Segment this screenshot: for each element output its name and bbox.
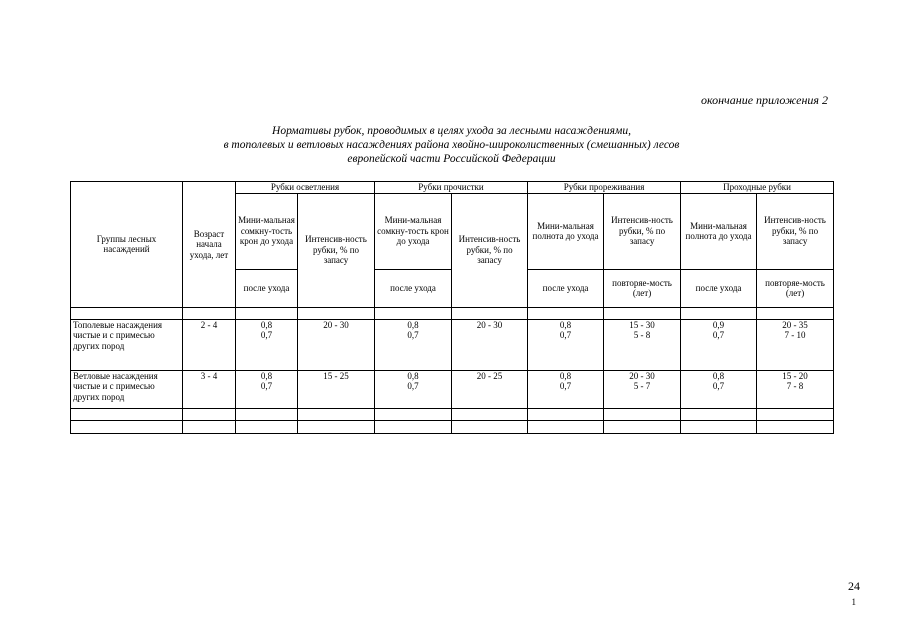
group-header: Группы лесных насаждений xyxy=(71,182,183,308)
repeat-header: повторяе-мость (лет) xyxy=(757,269,834,307)
title-line: в тополевых и ветловых насаждениях района хвойно-широколиственных (смешанных) лесов xyxy=(223,139,680,151)
after-care-header: после ухода xyxy=(681,269,757,307)
table-row xyxy=(71,370,834,408)
min-density-header: Мини-мальная полнота до ухода xyxy=(681,193,757,269)
intensity-cell: 15 - 25 xyxy=(298,370,375,408)
norms-table xyxy=(70,181,834,434)
empty-row xyxy=(71,420,834,433)
density-cell: 0,8 0,7 xyxy=(681,370,757,408)
min-density-header: Мини-мальная полнота до ухода xyxy=(528,193,604,269)
cut-type-header: Рубки прочистки xyxy=(375,182,528,194)
min-closure-header: Мини-мальная сомкну-тость крон до ухода xyxy=(375,193,452,269)
table-title xyxy=(150,124,753,166)
intensity-header: Интенсив-ность рубки, % по запасу xyxy=(298,193,375,307)
density-cell: 0,8 0,7 xyxy=(528,319,604,370)
header-row xyxy=(71,182,834,194)
intensity-cell: 20 - 30 xyxy=(298,319,375,370)
intensity-header: Интенсив-ность рубки, % по запасу xyxy=(452,193,528,307)
table-row xyxy=(71,319,834,370)
intensity-cell: 20 - 30 xyxy=(452,319,528,370)
closure-cell: 0,8 0,7 xyxy=(375,370,452,408)
age-cell: 3 - 4 xyxy=(183,370,236,408)
min-closure-header: Мини-мальная сомкну-тость крон до ухода xyxy=(236,193,298,269)
page-number: 24 xyxy=(848,579,860,593)
title-line: Нормативы рубок, проводимых в целях ухода за лесными насаждениями, xyxy=(272,125,631,137)
cut-type-header: Проходные рубки xyxy=(681,182,834,194)
empty-row xyxy=(71,408,834,420)
intensity-cell: 20 - 25 xyxy=(452,370,528,408)
intensity-header: Интенсив-ность рубки, % по запасу xyxy=(757,193,834,269)
intensity-cell: 20 - 35 7 - 10 xyxy=(757,319,834,370)
spacer-row xyxy=(71,307,834,319)
after-care-header: после ухода xyxy=(528,269,604,307)
age-header: Возраст начала ухода, лет xyxy=(183,182,236,308)
repeat-header: повторяе-мость (лет) xyxy=(604,269,681,307)
intensity-header: Интенсив-ность рубки, % по запасу xyxy=(604,193,681,269)
closure-cell: 0,8 0,7 xyxy=(375,319,452,370)
cut-type-header: Рубки осветления xyxy=(236,182,375,194)
age-cell: 2 - 4 xyxy=(183,319,236,370)
density-cell: 0,8 0,7 xyxy=(528,370,604,408)
title-line: европейской части Российской Федерации xyxy=(347,153,556,165)
cut-type-header: Рубки прореживания xyxy=(528,182,681,194)
group-cell: Тополевые насаждения чистые и с примесью других пород xyxy=(71,319,183,370)
after-care-header: после ухода xyxy=(375,269,452,307)
intensity-cell: 20 - 30 5 - 7 xyxy=(604,370,681,408)
closure-cell: 0,8 0,7 xyxy=(236,370,298,408)
annex-label: окончание приложения 2 xyxy=(700,93,828,107)
page-sub-number: 1 xyxy=(851,597,856,607)
after-care-header: после ухода xyxy=(236,269,298,307)
intensity-cell: 15 - 20 7 - 8 xyxy=(757,370,834,408)
intensity-cell: 15 - 30 5 - 8 xyxy=(604,319,681,370)
density-cell: 0,9 0,7 xyxy=(681,319,757,370)
closure-cell: 0,8 0,7 xyxy=(236,319,298,370)
group-cell: Ветловые насаждения чистые и с примесью других пород xyxy=(71,370,183,408)
